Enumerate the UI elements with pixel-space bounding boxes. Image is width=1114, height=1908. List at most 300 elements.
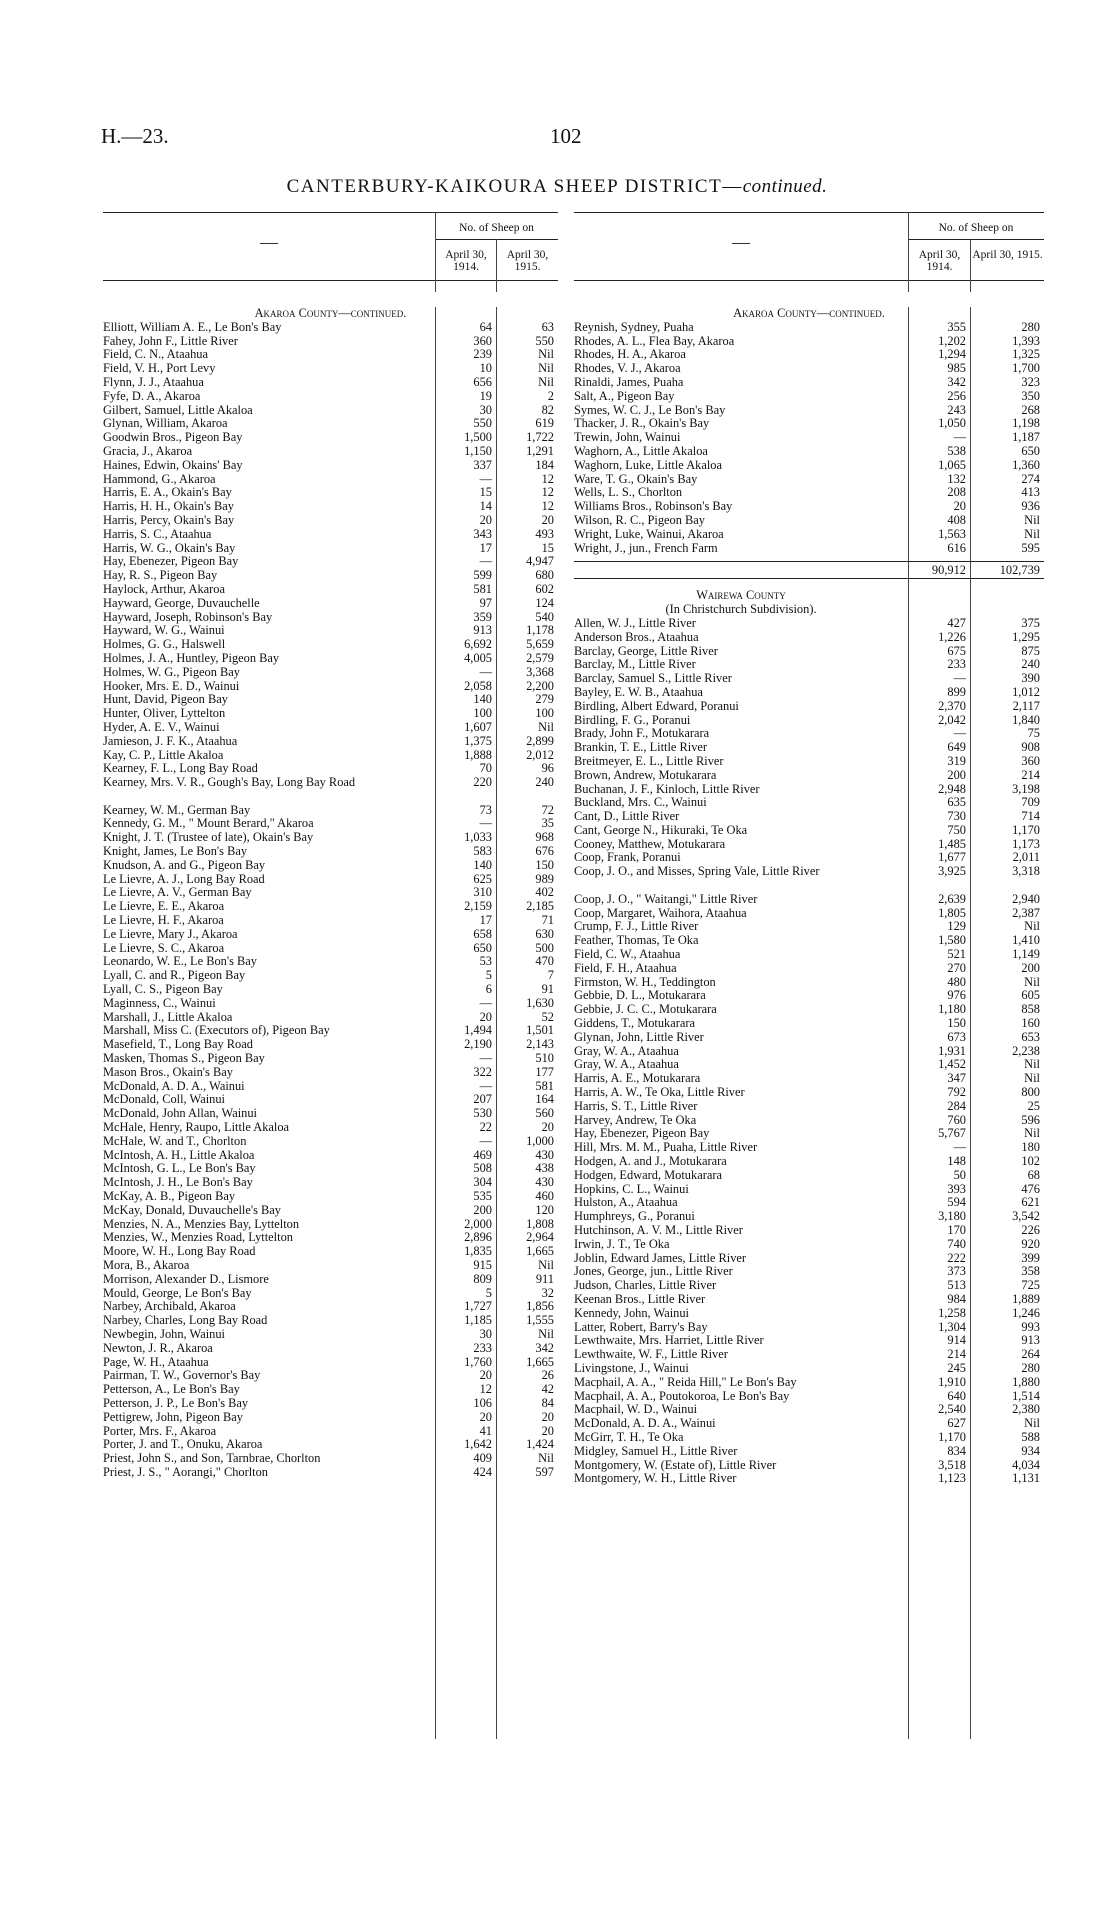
row-name: Harris, Percy, Okain's Bay <box>103 513 235 527</box>
row-1915: Nil <box>538 347 554 362</box>
row-1914: — <box>479 995 492 1010</box>
row-name: Kay, C. P., Little Akaloa <box>103 748 224 762</box>
row-1914: 1,485 <box>938 836 966 851</box>
row-1915: 120 <box>535 1202 554 1217</box>
row-name: Symes, W. C. J., Le Bon's Bay <box>574 403 726 417</box>
row-1915: Nil <box>1024 1416 1040 1431</box>
row-name: Montgomery, W. H., Little River <box>574 1472 737 1486</box>
row-1915: 240 <box>1021 657 1040 672</box>
row-1914: 1,835 <box>464 1244 492 1259</box>
table-row <box>574 672 1044 686</box>
table-row <box>103 928 558 942</box>
table-row <box>103 1052 558 1066</box>
row-1914: 319 <box>947 753 966 768</box>
row-1914: 627 <box>947 1416 966 1431</box>
page-ref: H.—23. <box>101 124 169 148</box>
table-row <box>574 810 1044 824</box>
table-row <box>103 376 558 390</box>
row-1914: 583 <box>473 844 492 859</box>
row-1914: 19 <box>479 388 492 403</box>
left-rows <box>103 307 558 1480</box>
table-row <box>574 486 1044 500</box>
row-name: Barclay, Samuel S., Little River <box>574 672 732 686</box>
row-1914: 337 <box>473 457 492 472</box>
table-row <box>103 859 558 873</box>
row-1914: 200 <box>947 767 966 782</box>
row-1914: 408 <box>947 512 966 527</box>
row-1915: 20 <box>541 1120 554 1135</box>
table-row <box>103 680 558 694</box>
row-name: Harris, W. G., Okain's Bay <box>103 541 236 555</box>
row-1915: 1,131 <box>1012 1471 1040 1486</box>
table-row <box>574 1238 1044 1252</box>
row-1915: 676 <box>535 844 554 859</box>
row-1914: 1,500 <box>464 430 492 445</box>
row-1914: — <box>479 1078 492 1093</box>
row-1915: 1,808 <box>526 1216 554 1231</box>
row-name: Kennedy, John, Wainui <box>574 1306 689 1320</box>
row-name: Kennedy, G. M., " Mount Berard," Akaroa <box>103 817 314 831</box>
row-1915: 2,185 <box>526 899 554 914</box>
table-row <box>103 1231 558 1245</box>
table-row <box>103 983 558 997</box>
row-name: Latter, Robert, Barry's Bay <box>574 1320 708 1334</box>
row-1914: 984 <box>947 1291 966 1306</box>
row-1915: 1,198 <box>1012 416 1040 431</box>
table-row <box>103 362 558 376</box>
row-1915: 402 <box>535 885 554 900</box>
table-row <box>103 321 558 335</box>
table-row <box>103 1452 558 1466</box>
row-1915: 12 <box>541 485 554 500</box>
row-1914: 106 <box>473 1395 492 1410</box>
row-name: Haylock, Arthur, Akaroa <box>103 582 225 596</box>
row-1914: 1,677 <box>938 850 966 865</box>
row-1914: 2,000 <box>464 1216 492 1231</box>
row-1915: 12 <box>541 499 554 514</box>
row-name: Narbey, Charles, Long Bay Road <box>103 1314 268 1328</box>
table-row <box>103 831 558 845</box>
table-row <box>574 376 1044 390</box>
row-1914: 355 <box>947 319 966 334</box>
row-1914: 409 <box>473 1451 492 1466</box>
table-row <box>574 321 1044 335</box>
table-row <box>103 845 558 859</box>
row-name: Priest, John S., and Son, Tarnbrae, Chorlton <box>103 1452 321 1466</box>
row-1914: 730 <box>947 809 966 824</box>
row-1915: 550 <box>535 333 554 348</box>
row-1914: — <box>479 664 492 679</box>
row-name: Hooker, Mrs. E. D., Wainui <box>103 679 240 693</box>
right-table <box>574 208 1044 1908</box>
row-name: McDonald, Coll, Wainui <box>103 1093 225 1107</box>
row-1914: 239 <box>473 347 492 362</box>
table-row <box>574 1390 1044 1404</box>
table-row <box>103 528 558 542</box>
row-1914: 50 <box>953 1167 966 1182</box>
row-1915: 920 <box>1021 1236 1040 1251</box>
row-1915: 1,722 <box>526 430 554 445</box>
row-1914: 220 <box>473 775 492 790</box>
row-1915: 2,964 <box>526 1230 554 1245</box>
row-name: Crump, F. J., Little River <box>574 920 699 934</box>
row-1915: 268 <box>1021 402 1040 417</box>
table-row <box>103 597 558 611</box>
table-row <box>103 445 558 459</box>
row-name: Wright, J., jun., French Farm <box>574 541 718 555</box>
row-name: Allen, W. J., Little River <box>574 616 696 630</box>
row-name: Knight, James, Le Bon's Bay <box>103 845 248 859</box>
row-1914: 270 <box>947 960 966 975</box>
row-name: Hodgen, A. and J., Motukarara <box>574 1155 727 1169</box>
row-1914: 1,202 <box>938 333 966 348</box>
row-name: Thacker, J. R., Okain's Bay <box>574 417 710 431</box>
row-1914: 64 <box>479 319 492 334</box>
row-1915: 164 <box>535 1092 554 1107</box>
row-1914: 616 <box>947 540 966 555</box>
row-1914: 508 <box>473 1161 492 1176</box>
table-row <box>574 948 1044 962</box>
table-row <box>574 1334 1044 1348</box>
row-name: Knudson, A. and G., Pigeon Bay <box>103 858 266 872</box>
row-1914: 1,226 <box>938 629 966 644</box>
row-1914: 14 <box>479 499 492 514</box>
row-name: McKay, A. B., Pigeon Bay <box>103 1190 236 1203</box>
table-row <box>574 1376 1044 1390</box>
row-1915: 100 <box>535 706 554 721</box>
row-name: Humphreys, G., Poranui <box>574 1210 695 1224</box>
row-1914: 625 <box>473 871 492 886</box>
row-name: Joblin, Edward James, Little River <box>574 1251 747 1265</box>
row-1914: — <box>479 816 492 831</box>
table-row <box>574 390 1044 404</box>
header-dash: — <box>260 232 278 252</box>
row-name: Gebbie, J. C. C., Motukarara <box>574 1003 717 1017</box>
table-row <box>574 686 1044 700</box>
row-1915: 200 <box>1021 960 1040 975</box>
row-1914: 424 <box>473 1464 492 1479</box>
row-name: Leonardo, W. E., Le Bon's Bay <box>103 955 257 969</box>
row-1915: 605 <box>1021 988 1040 1003</box>
table-row <box>103 1218 558 1232</box>
row-name: Cooney, Matthew, Motukarara <box>574 837 726 851</box>
table-row <box>574 348 1044 362</box>
row-name: Maginness, C., Wainui <box>103 996 216 1010</box>
row-1914: 3,925 <box>938 864 966 879</box>
table-row <box>574 1155 1044 1169</box>
row-1915: Nil <box>1024 1071 1040 1086</box>
table-row <box>103 1342 558 1356</box>
row-name: Moore, W. H., Long Bay Road <box>103 1245 256 1259</box>
row-name: Jones, George, jun., Little River <box>574 1265 733 1279</box>
row-1914: 640 <box>947 1388 966 1403</box>
row-name: Glynan, John, Little River <box>574 1030 704 1044</box>
row-name: Barclay, M., Little River <box>574 658 696 672</box>
row-1915: 180 <box>1021 1140 1040 1155</box>
row-1914: 650 <box>473 940 492 955</box>
row-1914: — <box>479 1051 492 1066</box>
row-1915: 438 <box>535 1161 554 1176</box>
row-1915: 1,173 <box>1012 836 1040 851</box>
row-1914: 740 <box>947 1236 966 1251</box>
table-row <box>574 783 1044 797</box>
table-row <box>574 1279 1044 1293</box>
table-row <box>574 1403 1044 1417</box>
row-name: Knight, J. T. (Trustee of late), Okain's Bay <box>103 831 314 845</box>
row-name: Hayward, George, Duvauchelle <box>103 596 260 610</box>
row-1915: 264 <box>1021 1347 1040 1362</box>
row-1915: 177 <box>535 1064 554 1079</box>
row-name: Goodwin Bros., Pigeon Bay <box>103 431 243 445</box>
row-1914: 1,123 <box>938 1471 966 1486</box>
row-1914: 20 <box>953 499 966 514</box>
row-1914: 5 <box>485 968 492 983</box>
table-row <box>574 1431 1044 1445</box>
table-row <box>574 417 1044 431</box>
row-name: Kearney, W. M., German Bay <box>103 803 251 817</box>
row-name: Lyall, C. S., Pigeon Bay <box>103 983 223 997</box>
row-name: Hay, R. S., Pigeon Bay <box>103 569 218 583</box>
row-1915: 2,940 <box>1012 891 1040 906</box>
row-1915: 2,899 <box>526 733 554 748</box>
row-1914: 256 <box>947 388 966 403</box>
row-1914: 599 <box>473 568 492 583</box>
row-1915: 2,238 <box>1012 1043 1040 1058</box>
row-1914: 20 <box>479 512 492 527</box>
table-row <box>574 1362 1044 1376</box>
row-1915: 35 <box>541 816 554 831</box>
row-1914: 97 <box>479 595 492 610</box>
row-1915: 240 <box>535 775 554 790</box>
row-name: Hay, Ebenezer, Pigeon Bay <box>103 555 239 569</box>
row-1915: 2,011 <box>1012 850 1040 865</box>
row-name: McHale, W. and T., Chorlton <box>103 1134 247 1148</box>
table-row <box>574 645 1044 659</box>
row-1915: 399 <box>1021 1250 1040 1265</box>
row-name: Morrison, Alexander D., Lismore <box>103 1272 269 1286</box>
table-row <box>574 851 1044 865</box>
row-1915: 279 <box>535 692 554 707</box>
rule-top <box>103 212 558 213</box>
row-1915: 875 <box>1021 643 1040 658</box>
table-row <box>103 776 558 804</box>
row-1915: 1,889 <box>1012 1291 1040 1306</box>
row-1914: 2,370 <box>938 698 966 713</box>
row-1915: 375 <box>1021 615 1040 630</box>
row-1915: 619 <box>535 416 554 431</box>
row-name: Newbegin, John, Wainui <box>103 1327 225 1341</box>
table-row <box>574 962 1044 976</box>
row-1914: 214 <box>947 1347 966 1362</box>
row-name: Gilbert, Samuel, Little Akaloa <box>103 403 253 417</box>
table-row <box>574 459 1044 473</box>
row-name: Brown, Andrew, Motukarara <box>574 768 717 782</box>
row-1914: 1,760 <box>464 1354 492 1369</box>
row-1914: 673 <box>947 1029 966 1044</box>
table-row <box>103 335 558 349</box>
row-1914: 658 <box>473 926 492 941</box>
row-1914: 1,033 <box>464 830 492 845</box>
row-1914: 2,159 <box>464 899 492 914</box>
header-1914: April 30, 1914. <box>445 249 487 273</box>
row-name: Gebbie, D. L., Motukarara <box>574 989 706 1003</box>
table-row <box>103 390 558 404</box>
row-name: Newton, J. R., Akaroa <box>103 1341 213 1355</box>
table-row <box>103 1425 558 1439</box>
table-row <box>103 707 558 721</box>
table-row <box>103 404 558 418</box>
row-1915: 968 <box>535 830 554 845</box>
row-1914: 20 <box>479 1368 492 1383</box>
row-1915: Nil <box>1024 1057 1040 1072</box>
row-1914: 1,185 <box>464 1313 492 1328</box>
table-row <box>103 1314 558 1328</box>
row-name: Porter, J. and T., Onuku, Akaroa <box>103 1438 263 1452</box>
table-row <box>103 1300 558 1314</box>
table-row <box>574 1169 1044 1183</box>
row-name: Irwin, J. T., Te Oka <box>574 1237 670 1251</box>
row-1914: 129 <box>947 919 966 934</box>
table-row <box>103 1024 558 1038</box>
row-1915: 1,555 <box>526 1313 554 1328</box>
right-rows <box>574 307 1044 1486</box>
row-1914: 360 <box>473 333 492 348</box>
row-name: Livingstone, J., Wainui <box>574 1361 689 1375</box>
row-name: Coop, J. O., " Waitangi," Little River <box>574 892 758 906</box>
row-name: Macphail, A. A., " Reida Hill," Le Bon's Bay <box>574 1375 797 1389</box>
section-heading: Akaroa County—continued. <box>733 306 885 320</box>
row-name: Giddens, T., Motukarara <box>574 1017 696 1031</box>
row-1915: 63 <box>541 319 554 334</box>
table-row <box>103 873 558 887</box>
row-1914: 538 <box>947 443 966 458</box>
table-row <box>574 893 1044 907</box>
row-name: Holmes, G. G., Halswell <box>103 638 226 652</box>
row-1914: 207 <box>473 1092 492 1107</box>
row-name: Williams Bros., Robinson's Bay <box>574 500 733 514</box>
table-row <box>103 1011 558 1025</box>
row-1915: 1,410 <box>1012 933 1040 948</box>
header-1915: April 30, 1915. <box>972 249 1043 261</box>
table-row <box>103 1273 558 1287</box>
subsection-heading: (In Christchurch Subdivision). <box>665 602 817 617</box>
header-dash: — <box>732 232 750 252</box>
row-1914: 17 <box>479 913 492 928</box>
table-row <box>574 445 1044 459</box>
table-row <box>103 1066 558 1080</box>
row-1915: 214 <box>1021 767 1040 782</box>
table-row <box>103 555 558 569</box>
table-row <box>574 1224 1044 1238</box>
row-1915: Nil <box>1024 919 1040 934</box>
row-1915: Nil <box>538 1257 554 1272</box>
table-row <box>574 700 1044 714</box>
row-1915: 5,659 <box>526 637 554 652</box>
row-name: McDonald, John Allan, Wainui <box>103 1107 257 1121</box>
table-row <box>574 1252 1044 1266</box>
row-1915: 2,380 <box>1012 1402 1040 1417</box>
table-row <box>574 727 1044 741</box>
row-name: Harris, H. H., Okain's Bay <box>103 500 234 514</box>
header-group: No. of Sheep on <box>459 222 534 234</box>
row-name: Hayward, Joseph, Robinson's Bay <box>103 610 273 624</box>
row-name: Harris, S. C., Ataahua <box>103 527 212 541</box>
row-1915: 32 <box>541 1285 554 1300</box>
row-1914: 5,767 <box>938 1126 966 1141</box>
row-1914: 550 <box>473 416 492 431</box>
table-row <box>574 514 1044 528</box>
row-1914: 393 <box>947 1181 966 1196</box>
table-row <box>103 1356 558 1370</box>
row-1914: 1,727 <box>464 1299 492 1314</box>
row-1915: 1,630 <box>526 995 554 1010</box>
table-row <box>574 404 1044 418</box>
row-1915: 934 <box>1021 1443 1040 1458</box>
row-1915: 709 <box>1021 795 1040 810</box>
table-row <box>574 1003 1044 1017</box>
row-name: McGirr, T. H., Te Oka <box>574 1430 684 1444</box>
row-name: Hutchinson, A. V. M., Little River <box>574 1224 743 1237</box>
table-row <box>103 417 558 431</box>
table-row <box>574 1196 1044 1210</box>
row-1915: 460 <box>535 1189 554 1203</box>
table-row <box>103 762 558 776</box>
row-name: Bayley, E. W. B., Ataahua <box>574 685 703 699</box>
table-row <box>103 1190 558 1204</box>
table-row <box>574 500 1044 514</box>
row-1915: 1,325 <box>1012 347 1040 362</box>
row-1915: 1,149 <box>1012 947 1040 962</box>
table-row <box>574 1114 1044 1128</box>
row-1915: 68 <box>1027 1167 1040 1182</box>
row-1914: 5 <box>485 1285 492 1300</box>
row-name: Feather, Thomas, Te Oka <box>574 934 699 948</box>
total-row <box>574 561 1044 579</box>
row-1915: 342 <box>535 1340 554 1355</box>
header-1915: April 30, 1915. <box>506 249 549 273</box>
row-1914: 809 <box>473 1271 492 1286</box>
row-1915: 360 <box>1021 753 1040 768</box>
table-row <box>103 514 558 528</box>
row-1915: 650 <box>1021 443 1040 458</box>
row-1914: 915 <box>473 1257 492 1272</box>
row-1914: 322 <box>473 1064 492 1079</box>
row-name: McKay, Donald, Duvauchelle's Bay <box>103 1203 281 1217</box>
row-1915: 1,665 <box>526 1354 554 1369</box>
row-name: Keenan Bros., Little River <box>574 1292 706 1306</box>
row-1914: 20 <box>479 1409 492 1424</box>
row-1915: 2,143 <box>526 1037 554 1052</box>
row-1915: 1,170 <box>1012 822 1040 837</box>
total-1914: 90,912 <box>931 563 966 578</box>
row-1914: 22 <box>479 1120 492 1135</box>
row-1914: 373 <box>947 1264 966 1279</box>
row-1914: 12 <box>479 1382 492 1397</box>
row-1915: 1,187 <box>1012 430 1040 445</box>
row-1915: 596 <box>1021 1112 1040 1127</box>
row-name: Salt, A., Pigeon Bay <box>574 389 675 403</box>
row-1915: 4,947 <box>526 554 554 569</box>
row-1915: Nil <box>1024 526 1040 541</box>
row-name: McHale, Henry, Raupo, Little Akaloa <box>103 1121 290 1135</box>
row-1914: 3,518 <box>938 1457 966 1472</box>
header-group: No. of Sheep on <box>938 222 1014 234</box>
row-1915: 20 <box>541 1409 554 1424</box>
row-1914: 530 <box>473 1106 492 1121</box>
table-row <box>574 1141 1044 1155</box>
row-name: Le Lievre, E. E., Akaroa <box>103 900 225 914</box>
row-1914: 976 <box>947 988 966 1003</box>
